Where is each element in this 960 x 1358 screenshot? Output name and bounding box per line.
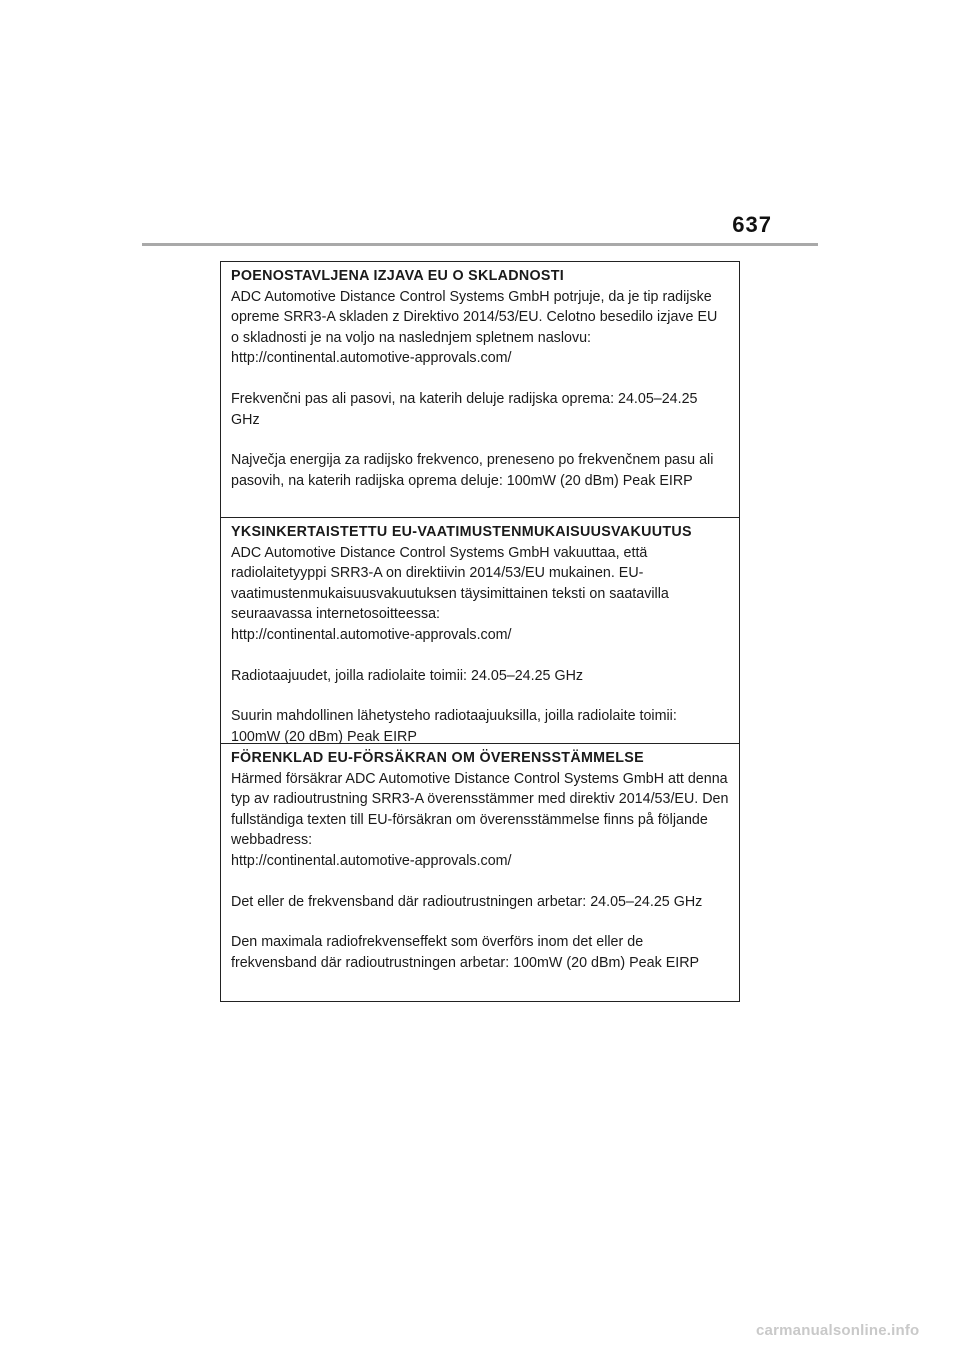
section-body: ADC Automotive Distance Control Systems GmbH vakuuttaa, että radiolaitetyyppi SRR3-A on direktiivin 2014/53/EU mukainen. EU-vaatimustenmukaisuusvakuutuksen täysimittainen teksti on saatavilla seuraavassa internetosoitteessa: [231,544,669,623]
page-number: 637 [732,212,772,237]
section-url: http://continental.automotive-approvals.com/ [231,852,512,869]
section-body: Härmed försäkrar ADC Automotive Distance Control Systems GmbH att denna typ av radioutrustning SRR3-A överensstämmer med direktiv 2014/53/EU. Den fullständiga texten till EU-försäkran om överensstämmelse finns på följande webbadress: [231,770,729,849]
section-frequency: Frekvenčni pas ali pasovi, na katerih deluje radijska oprema: 24.05–24.25 GHz [231,390,698,428]
section-title: POENOSTAVLJENA IZJAVA EU O SKLADNOSTI [231,268,565,284]
section-power: Den maximala radiofrekvenseffekt som överförs inom det eller de frekvensband där radioutrustningen arbetar: 100mW (20 dBm) Peak EIRP [231,934,700,971]
declarations-box [220,261,740,1002]
section-body: ADC Automotive Distance Control Systems GmbH potrjuje, da je tip radijske opreme SRR3-A skladen z Direktivo 2014/53/EU. Celotno besedilo izjave EU o skladnosti je na voljo na naslednjem spletnem naslovu: [231,288,718,346]
declaration-section-finnish [221,517,739,743]
section-frequency: Radiotaajuudet, joilla radiolaite toimii: 24.05–24.25 GHz [231,667,584,684]
header-divider [142,243,818,246]
section-frequency: Det eller de frekvensband där radioutrustningen arbetar: 24.05–24.25 GHz [231,893,703,910]
declaration-section-slovenian [221,262,739,517]
section-power: Največja energija za radijsko frekvenco, preneseno po frekvenčnem pasu ali pasovih, na katerih radijska oprema deluje: 100mW (20 dBm) Peak EIRP [231,452,714,489]
watermark: carmanualsonline.info [756,1322,920,1339]
section-url: http://continental.automotive-approvals.com/ [231,350,512,367]
section-power: Suurin mahdollinen lähetysteho radiotaajuuksilla, joilla radiolaite toimii: 100mW (20 dBm) Peak EIRP [231,708,677,743]
section-title: FÖRENKLAD EU-FÖRSÄKRAN OM ÖVERENSSTÄMMELSE [231,750,644,766]
section-url: http://continental.automotive-approvals.com/ [231,626,512,643]
section-title: YKSINKERTAISTETTU EU-VAATIMUSTENMUKAISUUSVAKUUTUS [231,524,692,540]
declaration-section-swedish [221,743,739,1001]
